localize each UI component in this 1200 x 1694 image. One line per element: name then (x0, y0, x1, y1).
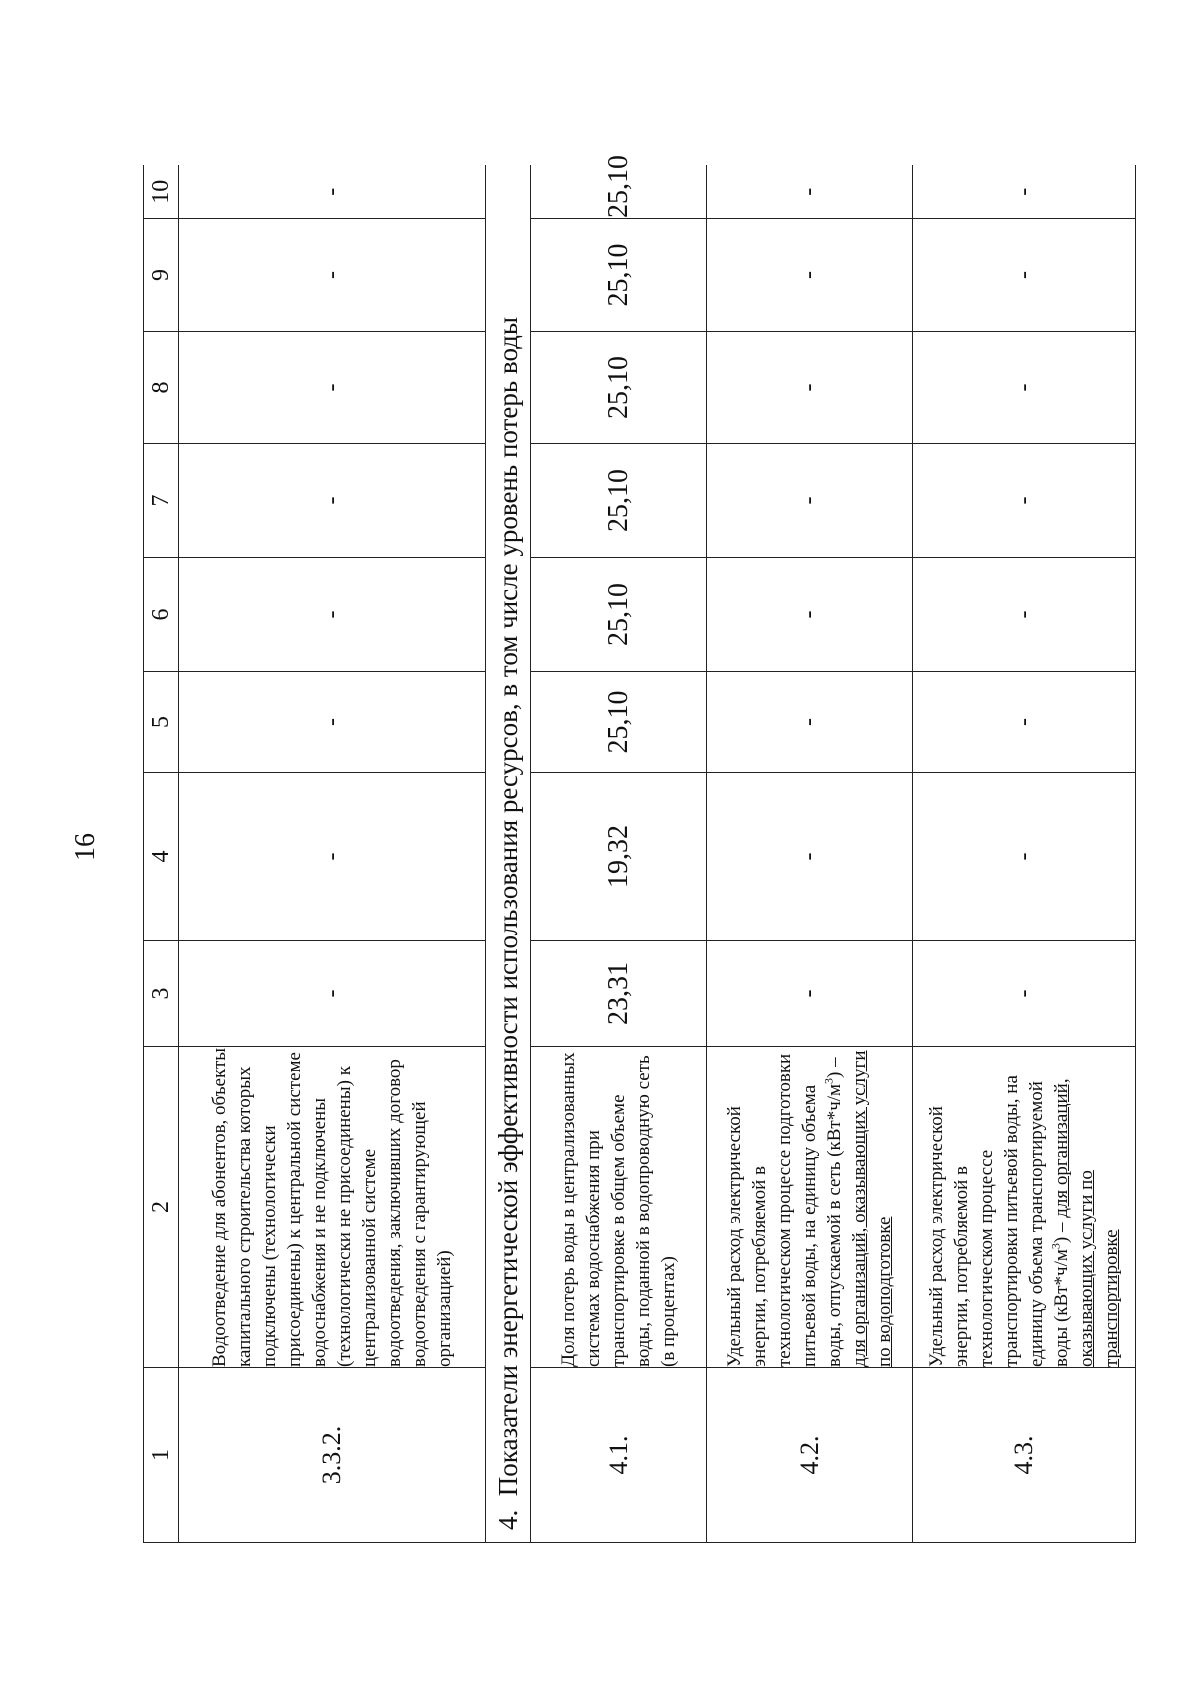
header-cell: 5 (144, 672, 179, 773)
value-cell: - (179, 444, 486, 558)
value-cell: - (707, 444, 913, 558)
value-cell: - (913, 332, 1136, 444)
section-heading (486, 166, 531, 1543)
row-description (707, 1047, 913, 1368)
value-cell: - (913, 166, 1136, 219)
value-cell: 19,32 (531, 773, 707, 941)
description-underlined: для организаций, оказывающих услуги по транспортировке (1051, 1078, 1122, 1367)
rotated-table-wrapper (143, 155, 1133, 1543)
superscript: 3 (1048, 1243, 1063, 1250)
value-cell: - (707, 941, 913, 1047)
table-row (707, 166, 913, 1543)
page-number: 16 (70, 833, 101, 861)
table-row (179, 166, 486, 1543)
value-cell: - (707, 672, 913, 773)
header-cell: 6 (144, 558, 179, 672)
row-number: 4.3. (913, 1368, 1136, 1543)
value-cell: - (179, 773, 486, 941)
value-cell: - (913, 558, 1136, 672)
description-text: Удельный расход электрической энергии, потребляемой в технологическом процессе подготовки питьевой воды, на единицу объема воды, отпускаемой в сеть (кВт*ч/м (724, 1053, 845, 1367)
header-cell: 1 (144, 1368, 179, 1543)
description-text: ) – (824, 1057, 845, 1078)
indicators-table (143, 155, 1136, 1544)
value-cell: 25,10 (531, 332, 707, 444)
value-cell: - (179, 672, 486, 773)
header-cell: 9 (144, 219, 179, 332)
header-cell: 7 (144, 444, 179, 558)
value-cell: - (707, 219, 913, 332)
value-cell: - (179, 332, 486, 444)
value-cell: - (179, 219, 486, 332)
value-cell: 25,10 (531, 558, 707, 672)
section-title: Показатели энергетической эффективности использования ресурсов, в том числе уровень потерь воды (492, 316, 523, 1497)
row-number: 3.3.2. (179, 1368, 486, 1543)
row-number: 4.1. (531, 1368, 707, 1543)
table-row (913, 166, 1136, 1543)
value-cell: - (707, 773, 913, 941)
row-description: Доля потерь воды в централизованных системах водоснабжения при транспортировке в общем объеме воды, поданной в водопроводную сеть (в процентах) (531, 1047, 707, 1368)
row-description: Водоотведение для абонентов, объекты капитального строительства которых подключены (технологически присоединены) к центральной системе водоснабжения и не подключены (технологически не присоединены) к централизованной системе водоотведения, заключивших договор водоотведения с гарантирующей организацией) (179, 1047, 486, 1368)
header-cell: 2 (144, 1047, 179, 1368)
value-cell: - (913, 773, 1136, 941)
value-cell: - (179, 941, 486, 1047)
value-cell: - (707, 166, 913, 219)
value-cell: - (913, 941, 1136, 1047)
value-cell: 25,10 (531, 166, 707, 219)
value-cell: - (179, 166, 486, 219)
header-row (144, 166, 179, 1543)
row-description (913, 1047, 1136, 1368)
value-cell: - (707, 558, 913, 672)
value-cell: 25,10 (531, 219, 707, 332)
header-cell: 8 (144, 332, 179, 444)
header-cell: 3 (144, 941, 179, 1047)
value-cell: - (913, 444, 1136, 558)
table-row (531, 166, 707, 1543)
section-row (486, 166, 531, 1543)
value-cell: - (179, 558, 486, 672)
value-cell: - (913, 672, 1136, 773)
header-cell: 4 (144, 773, 179, 941)
row-number: 4.2. (707, 1368, 913, 1543)
value-cell: - (707, 332, 913, 444)
description-text: Удельный расход электрической энергии, потребляемой в технологическом процессе транспортировки питьевой воды, на единицу объема транспортируемой воды (кВт*ч/м (926, 1075, 1072, 1367)
section-number: 4. (492, 1509, 523, 1530)
value-cell: - (913, 219, 1136, 332)
description-text: ) – (1051, 1217, 1072, 1244)
header-cell: 10 (144, 166, 179, 219)
value-cell: 23,31 (531, 941, 707, 1047)
description-underlined: для организаций, оказывающих услуги по водоподготовке (849, 1050, 895, 1367)
superscript: 3 (821, 1077, 836, 1084)
value-cell: 25,10 (531, 444, 707, 558)
value-cell: 25,10 (531, 672, 707, 773)
